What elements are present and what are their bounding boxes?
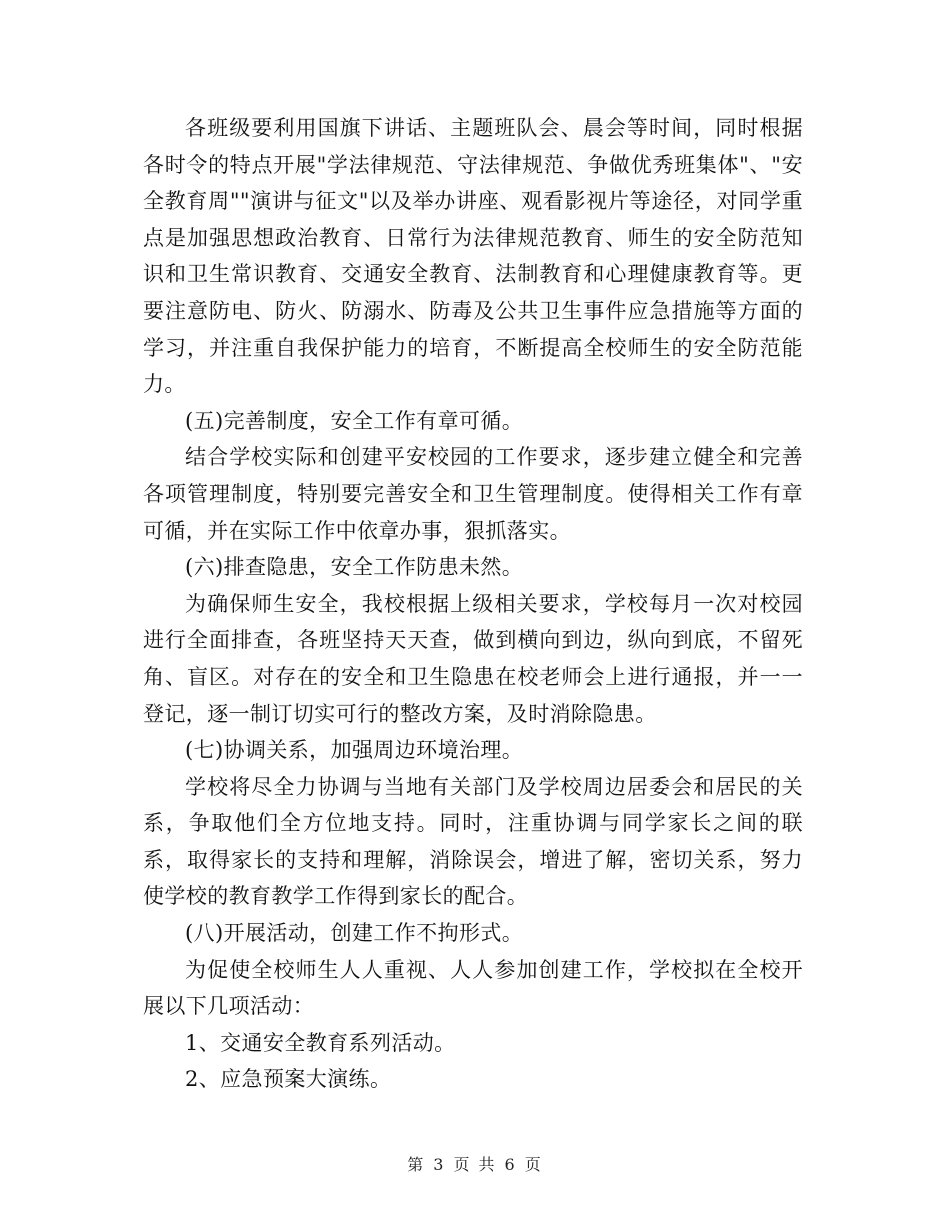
footer-current-page: 3 — [433, 1155, 446, 1174]
paragraph-management-system: 结合学校实际和创建平安校园的工作要求，逐步建立健全和完善各项管理制度，特别要完善安全和卫生管理制度。使得相关工作有章可循，并在实际工作中依章办事，狠抓落实。 — [143, 445, 803, 543]
paragraph-coordination: 学校将尽全力协调与当地有关部门及学校周边居委会和居民的关系，争取他们全方位地支持。同时，注重协调与同学家长之间的联系，取得家长的支持和理解，消除误会，增进了解，密切关系，努力使学校的教育教学工作得到家长的配合。 — [143, 774, 803, 909]
list-item-activity-2: 2、应急预案大演练。 — [185, 1067, 392, 1092]
footer-total-pages: 6 — [504, 1155, 517, 1174]
footer-suffix: 页 — [524, 1155, 543, 1174]
document-body — [143, 110, 803, 1098]
list-item-activity-1: 1、交通安全教育系列活动。 — [185, 1030, 456, 1055]
heading-section-7: (七)协调关系，加强周边环境治理。 — [185, 738, 524, 763]
heading-section-5: (五)完善制度，安全工作有章可循。 — [185, 408, 524, 433]
paragraph-hazard-inspection: 为确保师生安全，我校根据上级相关要求，学校每月一次对校园进行全面排查，各班坚持天天查，做到横向到边，纵向到底，不留死角、盲区。对存在的安全和卫生隐患在校老师会上进行通报，并一一登记，逐一制订切实可行的整改方案，及时消除隐患。 — [143, 591, 803, 726]
paragraph-safety-education: 各班级要利用国旗下讲话、主题班队会、晨会等时间，同时根据各时令的特点开展"学法律规范、守法律规范、争做优秀班集体"、"安全教育周""演讲与征文"以及举办讲座、观看影视片等途径，对同学重点是加强思想政治教育、日常行为法律规范教育、师生的安全防范知识和卫生常识教育、交通安全教育、法制教育和心理健康教育等。更要注意防电、防火、防溺水、防毒及公共卫生事件应急措施等方面的学习，并注重自我保护能力的培育，不断提高全校师生的安全防范能力。 — [143, 116, 803, 397]
footer-prefix: 第 — [407, 1155, 426, 1174]
page-footer — [0, 1152, 950, 1175]
paragraph-activities-intro: 为促使全校师生人人重视、人人参加创建工作，学校拟在全校开展以下几项活动： — [143, 957, 803, 1019]
heading-section-6: (六)排查隐患，安全工作防患未然。 — [185, 555, 524, 580]
footer-middle: 页 共 — [453, 1155, 497, 1174]
heading-section-8: (八)开展活动，创建工作不拘形式。 — [185, 921, 524, 946]
